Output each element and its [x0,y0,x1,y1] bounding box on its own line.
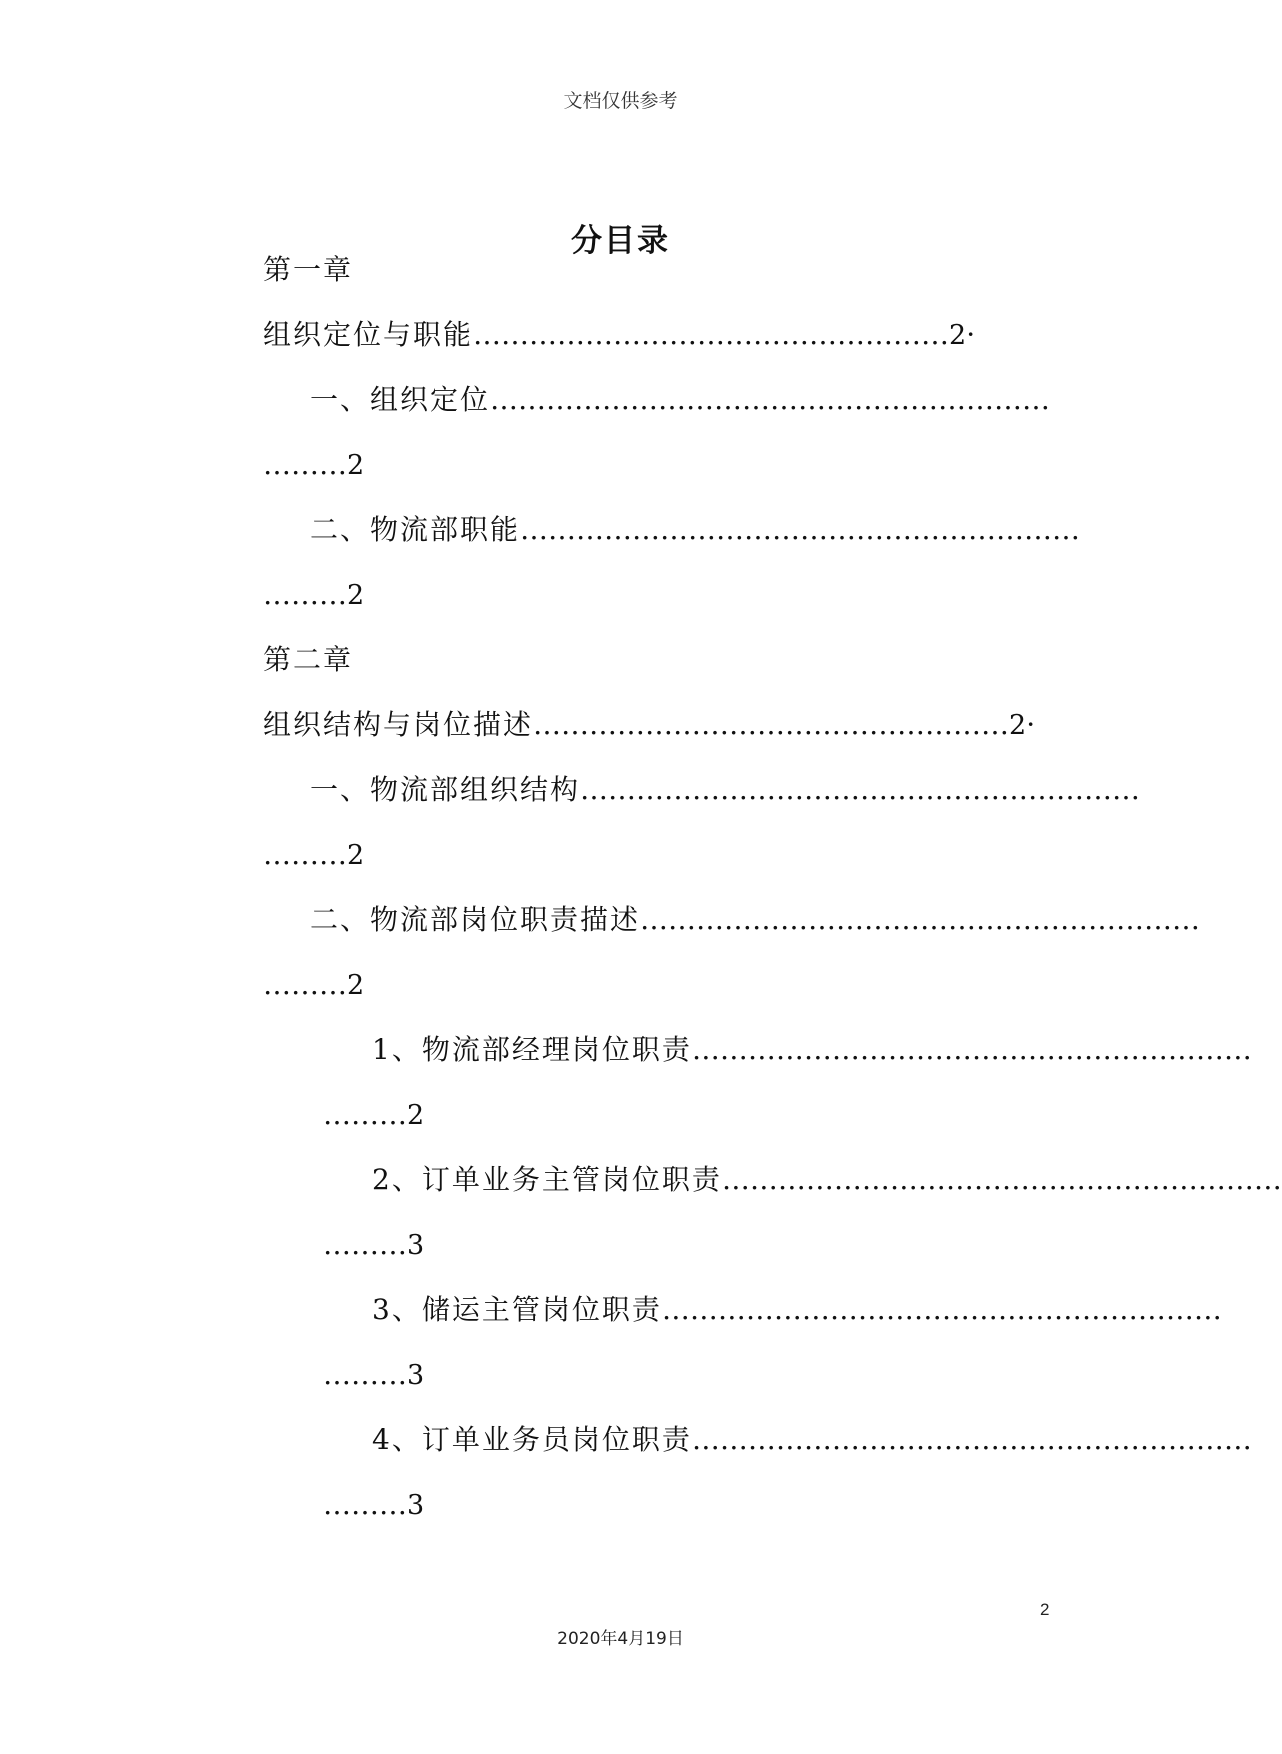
toc-entry-label: 1、物流部经理岗位职责 [372,1033,692,1066]
toc-entry-1-2-continuation [263,575,364,615]
document-header: 文档仅供参考 [563,90,678,112]
toc-entry-1-2[interactable] [310,510,1081,550]
toc-entry-1-1-continuation [263,445,364,485]
toc-entry-ch1-title[interactable] [263,315,1040,355]
dot-leader: ……… [263,968,347,1001]
dot-leader: · [966,318,976,351]
toc-page-number: 2 [949,320,967,351]
dot-leader: · [1026,708,1036,741]
toc-entry-2-1[interactable] [310,770,1141,810]
toc-entry-2-2-1[interactable] [372,1030,1252,1070]
toc-chapter-2: 第二章 [263,643,354,676]
toc-entry-label: 一、组织定位 [310,383,491,416]
toc-page-number: 2 [347,450,365,481]
toc-entry-label: 组织定位与职能 [263,318,474,351]
dot-leader: ……… [263,578,347,611]
toc-entry-label: 一、物流部组织结构 [310,773,581,806]
toc-page-number: 3 [407,1490,425,1521]
toc-entry-label: 二、物流部岗位职责描述 [310,903,641,936]
toc-entry-2-2-4[interactable] [372,1420,1252,1460]
toc-page-number: 3 [407,1230,425,1261]
toc-entry-label: 3、储运主管岗位职责 [372,1293,662,1326]
toc-entry-2-2-4-continuation [323,1485,424,1525]
toc-entry-label: 2、订单业务主管岗位职责 [372,1163,722,1196]
toc-page-number: 2 [1009,710,1027,741]
dot-leader: …………………………………………………… [721,1163,1282,1196]
toc-entry-2-2-2-continuation [323,1225,424,1265]
dot-leader: ……… [263,448,347,481]
toc-title: 分目录 [571,223,670,259]
toc-page-number: 2 [347,970,365,1001]
dot-leader: …………………………………………………… [691,1033,1252,1066]
toc-entry-1-1[interactable] [310,380,1055,420]
dot-leader: …………………………………………… [473,318,950,351]
dot-leader: ……… [263,838,347,871]
toc-entry-label: 二、物流部职能 [310,513,521,546]
dot-leader: …………………………………………………… [691,1423,1252,1456]
toc-entry-2-2-1-continuation [323,1095,424,1135]
page-number: 2 [1040,1600,1050,1619]
toc-page-number: 3 [407,1360,425,1391]
toc-entry-2-2-2[interactable] [372,1160,1282,1200]
toc-page-number: 2 [407,1100,425,1131]
dot-leader: ……… [323,1098,407,1131]
toc-chapter-1: 第一章 [263,253,354,286]
toc-entry-2-2-continuation [263,965,364,1005]
toc-entry-label: 4、订单业务员岗位职责 [372,1423,692,1456]
dot-leader: …………………………………………………… [520,513,1081,546]
toc-entry-2-2-3[interactable] [372,1290,1222,1330]
dot-leader: …………………………………………… [533,708,1010,741]
toc-entry-label: 组织结构与岗位描述 [263,708,534,741]
toc-entry-2-1-continuation [263,835,364,875]
toc-entry-ch2-title[interactable] [263,705,1040,745]
toc-entry-2-2[interactable] [310,900,1201,940]
dot-leader: …………………………………………………… [640,903,1201,936]
toc-page-number: 2 [347,840,365,871]
footer-date: 2020年4月19日 [557,1629,684,1649]
toc-page-number: 2 [347,580,365,611]
dot-leader: ……… [323,1488,407,1521]
dot-leader: …………………………………………………… [661,1293,1222,1326]
dot-leader: ……… [323,1228,407,1261]
dot-leader: …………………………………………………… [580,773,1141,806]
dot-leader: ……… [323,1358,407,1391]
toc-entry-2-2-3-continuation [323,1355,424,1395]
dot-leader: …………………………………………………… [490,383,1051,416]
